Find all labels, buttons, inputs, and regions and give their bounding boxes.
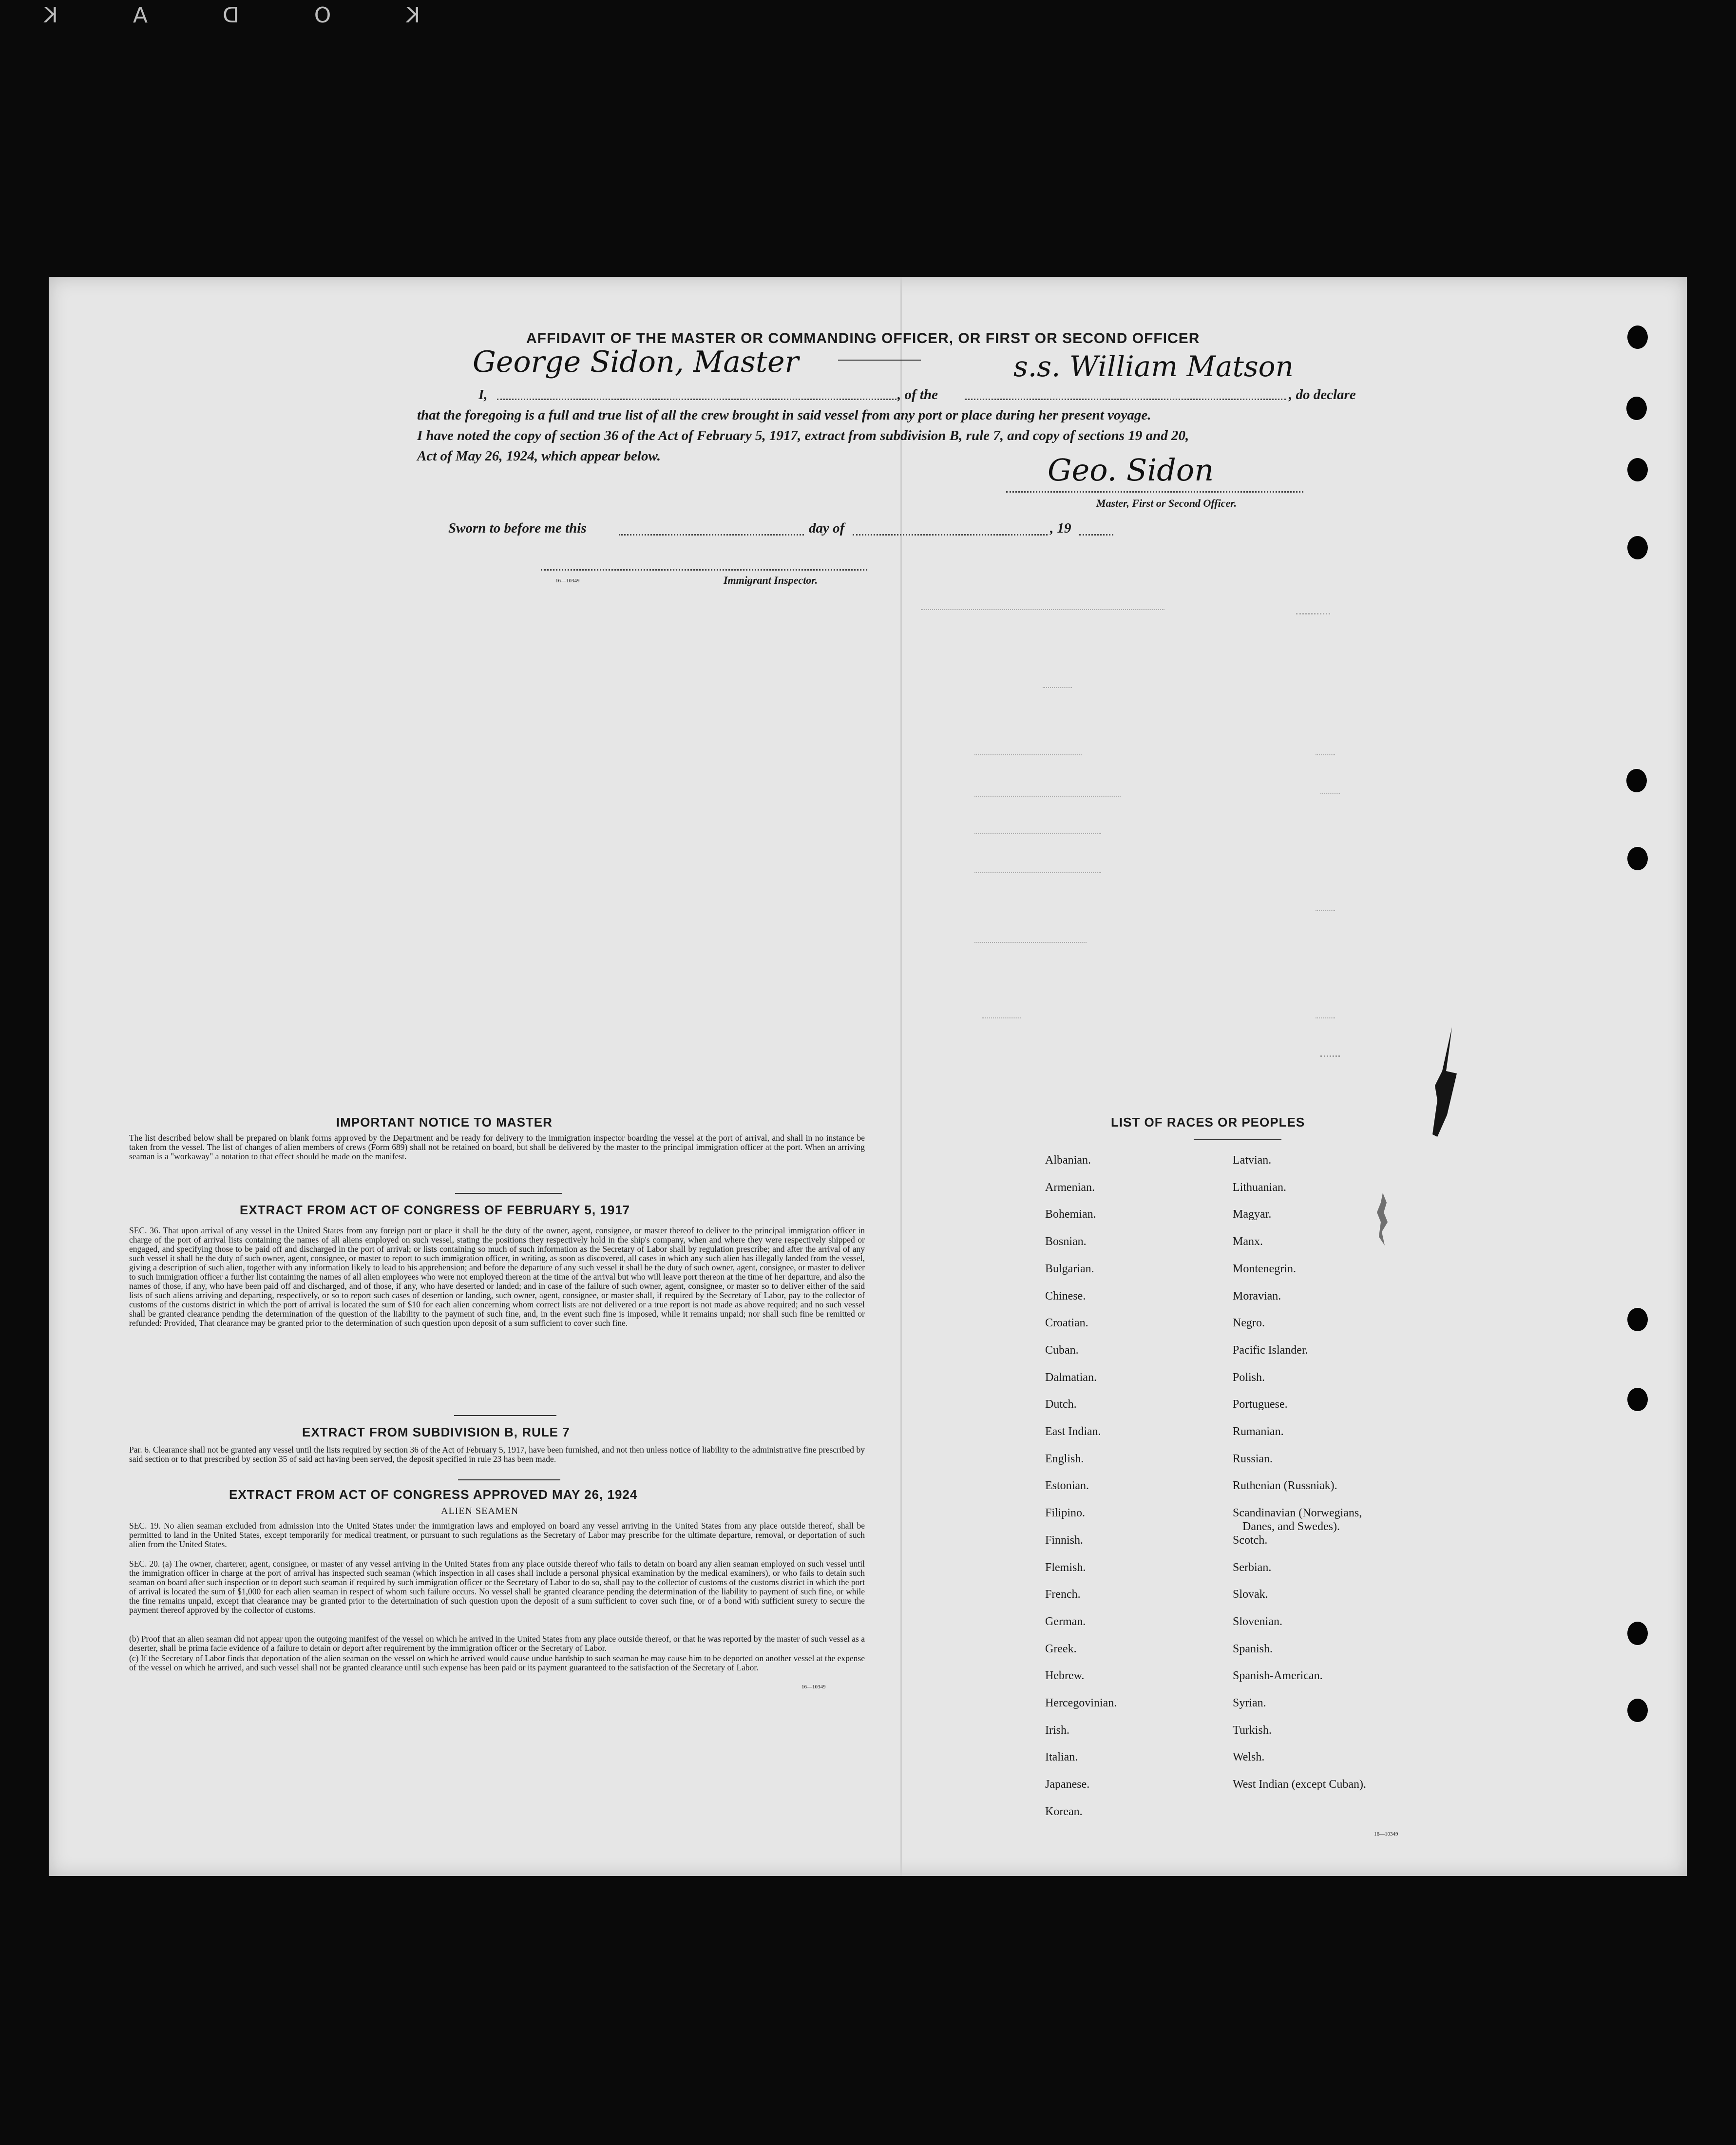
sec-20b-body: (b) Proof that an alien seaman did not appear upon the outgoing manifest of the vessel on which he arrived in the United States from any place outside thereof, or that he was reported by the master of such vessel as a deserter, shall be prima facie evidence of a failure to detain or deport after requirement by the immigration officer or the Secretary of Labor. bbox=[129, 1634, 865, 1653]
punch-hole bbox=[1627, 326, 1648, 349]
punch-hole bbox=[1627, 536, 1648, 559]
race-item: Bohemian. bbox=[1045, 1208, 1096, 1221]
race-item: Serbian. bbox=[1233, 1561, 1272, 1574]
race-item: Latvian. bbox=[1233, 1154, 1272, 1167]
race-item: Slovenian. bbox=[1233, 1615, 1282, 1628]
affidavit-i-label: I, bbox=[478, 387, 488, 402]
ink-spot bbox=[1373, 1193, 1393, 1246]
affidavit-form-number: 16—10349 bbox=[555, 578, 580, 584]
race-item: Ruthenian (Russniak). bbox=[1233, 1479, 1337, 1493]
race-item: East Indian. bbox=[1045, 1425, 1101, 1438]
punch-hole bbox=[1626, 397, 1647, 420]
master-caption: Master, First or Second Officer. bbox=[1096, 497, 1237, 509]
punch-hole bbox=[1627, 458, 1648, 481]
affidavit-line-2: that the foregoing is a full and true list of all the crew brought in said vessel from any port or place during her present voyage. bbox=[417, 407, 1151, 423]
race-item: Albanian. bbox=[1045, 1154, 1091, 1167]
year-label: , 19 bbox=[1050, 520, 1071, 536]
race-item: Bosnian. bbox=[1045, 1235, 1087, 1248]
race-item: Polish. bbox=[1233, 1371, 1265, 1384]
alien-seamen-subtitle: ALIEN SEAMEN bbox=[441, 1506, 519, 1516]
master-name-signature: George Sidon, Master bbox=[473, 345, 799, 379]
race-item: Magyar. bbox=[1233, 1208, 1272, 1221]
affidavit-line-4: Act of May 26, 1924, which appear below. bbox=[417, 448, 661, 464]
race-item: English. bbox=[1045, 1452, 1084, 1465]
race-item: Bulgarian. bbox=[1045, 1262, 1094, 1275]
race-item: Flemish. bbox=[1045, 1561, 1086, 1574]
name-line bbox=[497, 399, 897, 400]
race-item: Finnish. bbox=[1045, 1533, 1084, 1547]
sworn-day-line bbox=[619, 534, 804, 536]
rule-7-body: Par. 6. Clearance shall not be granted any vessel until the lists required by section 36 of the Act of February 5, 1917, have been furnished, and not then unless notice of liability to the administrative fine prescribed by said section or to that prescribed by section 35 of said act having been served, the deposit specified in rule 23 has been made. bbox=[129, 1445, 865, 1464]
title-divider bbox=[838, 360, 921, 361]
rule-7-divider bbox=[454, 1415, 556, 1416]
year-line bbox=[1079, 534, 1113, 536]
affidavit-title: AFFIDAVIT OF THE MASTER OR COMMANDING OFFICER, OR FIRST OR SECOND OFFICER bbox=[526, 330, 1200, 346]
notice-title: IMPORTANT NOTICE TO MASTER bbox=[336, 1115, 553, 1130]
race-item: Welsh. bbox=[1233, 1751, 1265, 1764]
document-sheet bbox=[49, 277, 1687, 1876]
race-item: Moravian. bbox=[1233, 1289, 1281, 1302]
race-item: Italian. bbox=[1045, 1751, 1078, 1764]
film-edge-marker: K O D A K bbox=[10, 3, 420, 28]
rule-7-title: EXTRACT FROM SUBDIVISION B, RULE 7 bbox=[302, 1425, 570, 1439]
extract-1917-body: SEC. 36. That upon arrival of any vessel in the United States from any foreign port or place it shall be the duty of the owner, agent, consignee, or master thereof to deliver to the principal immigration officer in charge of the port of arrival lists containing the names of all aliens employed on such vessel, stating the positions they respectively hold in the ship's company, when and where they were respectively shipped or engaged, and specifying those to be paid off and discharged in the port of arrival; or lists containing so much of such information as the Secretary of Labor shall by regulation prescribe; and after the arrival of any such vessel it shall be the duty of such owner, agent, consignee, or master to report to such immigration officer, in writing, as soon as discovered, all cases in which any such alien has illegally landed from the vessel, giving a description of such alien, together with any information likely to lead to his apprehension; and before the departure of any such vessel it shall be the duty of such owner, agent, consignee, or master to deliver to such immigration officer a further list containing the names of all alien employees who were not employed thereon at the time of the arrival but who will leave port thereon at the time of her departure, and also the names of those, if any, who have been paid off and discharged, and of those, if any, who have deserted or landed; and in case of the failure of such owner, agent, consignee, or master so to deliver either of the said lists of such aliens arriving and departing, respectively, or so to report such cases of desertion or landing, such owner, agent, consignee, or master shall, if required by the Secretary of Labor, pay to the collector of customs of the customs district in which the port of arrival is located the sum of $10 for each alien concerning whom correct lists are not delivered or a true report is not made as above required; and no such vessel shall be granted clearance pending the determination of the question of the liability to the payment of such fine, and, in the event such fine is imposed, while it remains unpaid; nor shall such fine be remitted or refunded: Provided, That clearance may be granted prior to the determination of such question upon deposit of a sum sufficient to cover such fine. bbox=[129, 1226, 865, 1328]
punch-hole bbox=[1626, 769, 1647, 792]
race-item: French. bbox=[1045, 1588, 1081, 1601]
punch-hole bbox=[1627, 1388, 1648, 1411]
race-item: Rumanian. bbox=[1233, 1425, 1284, 1438]
master-signature-line bbox=[1006, 491, 1303, 493]
sec-20c-body: (c) If the Secretary of Labor finds that deportation of the alien seaman on the vessel on which he arrived would cause undue hardship to such seaman he may cause him to be deported on another vessel at the expense of the vessel on which he arrived, and such vessel shall not be granted clearance until such expense has been paid or its payment guaranteed to the satisfaction of the Secretary of Labor. bbox=[129, 1653, 865, 1672]
sworn-label: Sworn to before me this bbox=[448, 520, 587, 536]
race-item: Portuguese. bbox=[1233, 1398, 1288, 1411]
race-item: Filipino. bbox=[1045, 1507, 1086, 1520]
extract-1917-title: EXTRACT FROM ACT OF CONGRESS OF FEBRUARY 5, 1917 bbox=[240, 1203, 630, 1217]
race-item: Korean. bbox=[1045, 1805, 1083, 1818]
punch-hole bbox=[1627, 847, 1648, 870]
page-fold bbox=[900, 277, 902, 1876]
day-of-label: day of bbox=[809, 520, 845, 536]
extract-form-number: 16—10349 bbox=[801, 1684, 826, 1690]
vessel-line bbox=[965, 399, 1286, 400]
races-divider bbox=[1194, 1139, 1281, 1140]
race-item: Montenegrin. bbox=[1233, 1262, 1296, 1275]
race-item: Turkish. bbox=[1233, 1724, 1272, 1737]
of-the-label: , of the bbox=[897, 387, 938, 402]
race-item: Japanese. bbox=[1045, 1778, 1090, 1791]
notice-body: The list described below shall be prepared on blank forms approved by the Department and be ready for delivery to the immigration inspector boarding the vessel at the port of arrival, and shall in no instance be taken from the vessel. The list of changes of alien members of crews (Form 689) shall not be retained on board, but shall be delivered by the master to the principal immigration officer at the port. When an arriving seaman is a "workaway" a notation to that effect should be made on the manifest. bbox=[129, 1133, 865, 1161]
race-item: Hercegovinian. bbox=[1045, 1697, 1117, 1709]
race-item: Lithuanian. bbox=[1233, 1181, 1286, 1194]
race-item: Greek. bbox=[1045, 1642, 1077, 1655]
race-item: Scandinavian (Norwegians, bbox=[1233, 1507, 1362, 1520]
sec-20a-body: SEC. 20. (a) The owner, charterer, agent, consignee, or master of any vessel arriving in the United States from any place outside thereof who fails to detain on board any alien seaman employed on such vessel until the immigration officer in charge at the port of arrival has inspected such seaman (which inspection in all cases shall include a personal physical examination by the medical examiners), or who fails to detain such seaman on board after such inspection or to deport such seaman if required by such immigration officer or the Secretary of Labor to do so, shall pay to the collector of customs of the customs district in which the port of arrival is located the sum of $1,000 for each alien seaman in respect of whom such failure occurs. No vessel shall be granted clearance pending the determination of the liability to payment of such fine, or while the fine remains unpaid, except that clearance may be granted prior to the determination of such question upon the deposit of a sum sufficient to cover such fine, or of a bond with sufficient surety to secure the payment thereof approved by the collector of customs. bbox=[129, 1559, 865, 1615]
inspector-caption: Immigrant Inspector. bbox=[724, 574, 818, 586]
race-item: Dutch. bbox=[1045, 1398, 1077, 1411]
race-item: Irish. bbox=[1045, 1724, 1069, 1737]
master-signature: Geo. Sidon bbox=[1048, 452, 1214, 488]
extract-1924-title: EXTRACT FROM ACT OF CONGRESS APPROVED MAY 26, 1924 bbox=[229, 1487, 638, 1502]
race-item: Cuban. bbox=[1045, 1343, 1079, 1357]
race-item: Russian. bbox=[1233, 1452, 1273, 1465]
races-title: LIST OF RACES OR PEOPLES bbox=[1111, 1115, 1305, 1130]
race-item: German. bbox=[1045, 1615, 1086, 1628]
extract-1924-divider bbox=[458, 1479, 560, 1480]
pen-smudge bbox=[1423, 1027, 1462, 1139]
race-item: Slovak. bbox=[1233, 1588, 1268, 1601]
punch-hole bbox=[1627, 1622, 1648, 1645]
sec-19-body: SEC. 19. No alien seaman excluded from admission into the United States under the immigration laws and employed on board any vessel arriving in the United States from any place outside thereof, shall be permitted to land in the United States, except temporarily for medical treatment, or pursuant to such regulations as the Secretary of Labor may prescribe for the ultimate departure, removal, or deportation of such alien from the United States. bbox=[129, 1521, 865, 1549]
sworn-month-line bbox=[853, 534, 1048, 536]
race-item: Dalmatian. bbox=[1045, 1371, 1097, 1384]
do-declare-label: , do declare bbox=[1289, 387, 1356, 402]
race-item: Pacific Islander. bbox=[1233, 1343, 1308, 1357]
race-item: Scotch. bbox=[1233, 1533, 1268, 1547]
race-item: Manx. bbox=[1233, 1235, 1263, 1248]
race-item: Spanish-American. bbox=[1233, 1669, 1323, 1683]
race-item: Danes, and Swedes). bbox=[1242, 1520, 1340, 1533]
race-item: Negro. bbox=[1233, 1317, 1265, 1330]
affidavit-line-3: I have noted the copy of section 36 of the Act of February 5, 1917, extract from subdivision B, rule 7, and copy of sections 19 and 20, bbox=[417, 428, 1189, 443]
punch-hole bbox=[1627, 1699, 1648, 1722]
race-item: Spanish. bbox=[1233, 1642, 1273, 1655]
race-item: Syrian. bbox=[1233, 1697, 1266, 1709]
punch-hole bbox=[1627, 1308, 1648, 1331]
race-item: West Indian (except Cuban). bbox=[1233, 1778, 1366, 1791]
race-item: Croatian. bbox=[1045, 1317, 1088, 1330]
inspector-signature-line bbox=[541, 569, 867, 571]
race-item: Armenian. bbox=[1045, 1181, 1095, 1194]
extract-1917-divider bbox=[455, 1193, 562, 1194]
race-item: Hebrew. bbox=[1045, 1669, 1085, 1683]
race-item: Chinese. bbox=[1045, 1289, 1086, 1302]
race-item: Estonian. bbox=[1045, 1479, 1089, 1493]
vessel-name-signature: s.s. William Matson bbox=[1013, 350, 1294, 383]
races-form-number: 16—10349 bbox=[1374, 1831, 1398, 1837]
